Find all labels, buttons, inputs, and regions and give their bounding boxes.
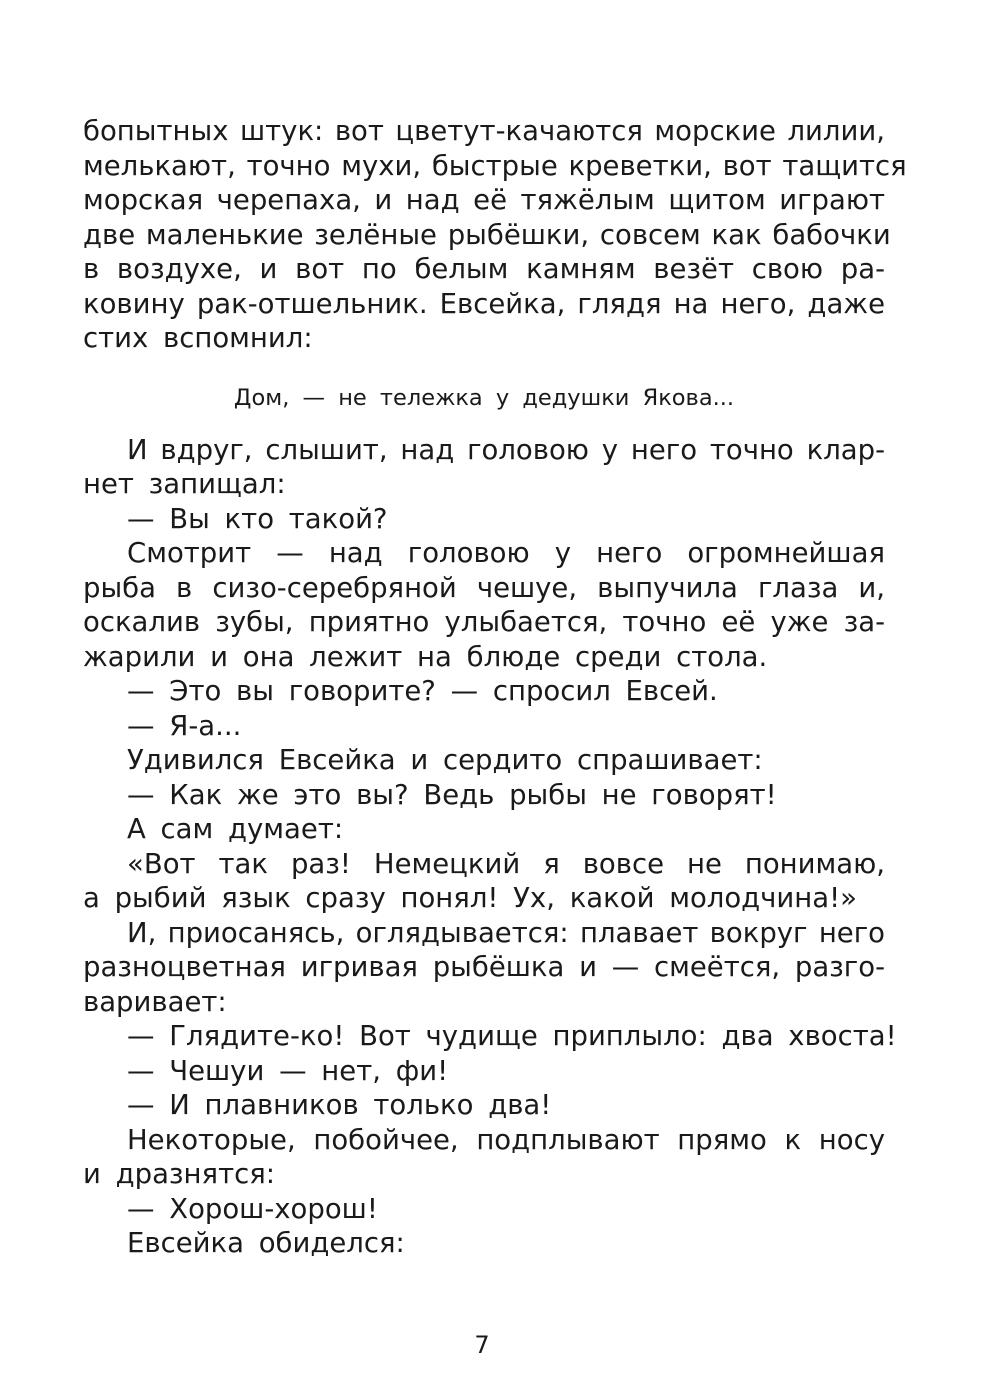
text-line: А сам думает: bbox=[127, 813, 344, 845]
text-line: — Как же это вы? Ведь рыбы не говорят! bbox=[127, 778, 777, 811]
text-line: И вдруг, слышит, над головою у него точно клар- bbox=[127, 433, 885, 466]
text-line: жарили и она лежит на блюде среди стола. bbox=[83, 640, 768, 673]
text-line: — Я-а... bbox=[127, 709, 242, 742]
text-line: Евсейка обиделся: bbox=[127, 1227, 405, 1259]
text-line: — И плавников только два! bbox=[127, 1089, 552, 1121]
text-line: мелькают, точно мухи, быстрые креветки, вот тащится bbox=[83, 149, 907, 182]
text-line: разноцветная игривая рыбёшка и — смеётся, разго- bbox=[83, 951, 885, 983]
verse-line: Дом, — не тележка у дедушки Якова... bbox=[233, 384, 735, 411]
text-line: и дразнятся: bbox=[83, 1158, 276, 1190]
text-line: Некоторые, побойчее, подплывают прямо к носу bbox=[127, 1123, 885, 1156]
text-line: — Хорош-хорош! bbox=[127, 1192, 378, 1225]
text-line: — Чешуи — нет, фи! bbox=[127, 1054, 449, 1087]
text-line: — Это вы говорите? — спросил Евсей. bbox=[127, 675, 718, 707]
text-line: рыба в сизо-серебряной чешуе, выпучила глаза и, bbox=[83, 571, 885, 604]
text-line: И, приосанясь, оглядывается: плавает вокруг него bbox=[127, 916, 885, 949]
text-line: ковину рак-отшельник. Евсейка, глядя на него, даже bbox=[83, 287, 885, 320]
text-line: оскалив зубы, приятно улыбается, точно её уже за- bbox=[83, 606, 885, 638]
text-line: бопытных штук: вот цветут-качаются морские лилии, bbox=[83, 115, 885, 147]
text-line: в воздухе, и вот по белым камням везёт свою ра- bbox=[83, 253, 885, 285]
text-line: морская черепаха, и над её тяжёлым щитом играют bbox=[83, 184, 885, 216]
text-line: Смотрит — над головою у него огромнейшая bbox=[127, 537, 885, 569]
text-line: две маленькие зелёные рыбёшки, совсем как бабочки bbox=[83, 218, 891, 251]
text-line: стих вспомнил: bbox=[83, 322, 313, 354]
text-line: — Вы кто такой? bbox=[127, 502, 388, 535]
text-line: — Глядите-ко! Вот чудище приплыло: два хвоста! bbox=[127, 1020, 897, 1052]
page-number: 7 bbox=[474, 1331, 490, 1359]
text-line: а рыбий язык сразу понял! Ух, какой молодчина!» bbox=[83, 882, 857, 914]
text-line: «Вот так раз! Немецкий я вовсе не понимаю, bbox=[127, 847, 885, 880]
page-text-body bbox=[83, 114, 907, 1261]
text-line: Удивился Евсейка и сердито спрашивает: bbox=[127, 744, 763, 776]
text-line: нет запищал: bbox=[83, 468, 286, 500]
text-line: варивает: bbox=[83, 985, 227, 1018]
